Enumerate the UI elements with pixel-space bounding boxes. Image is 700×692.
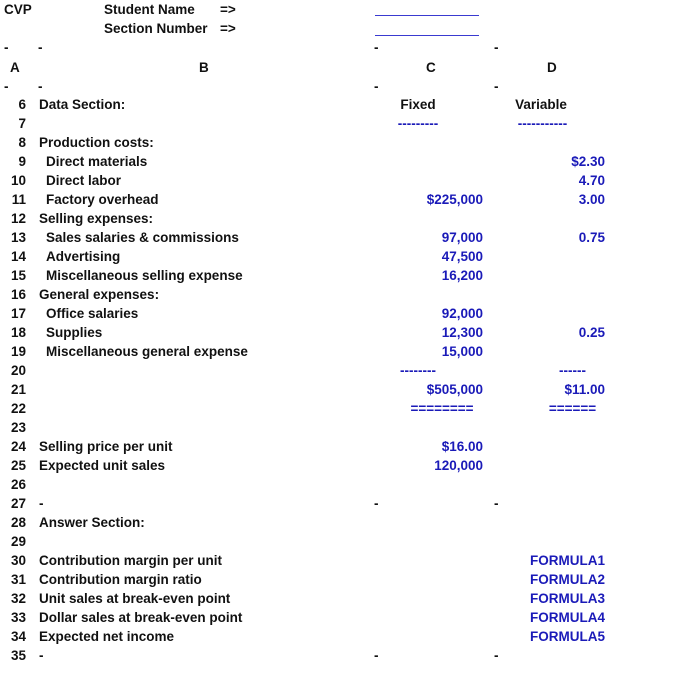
variable-cell[interactable]: 0.75 <box>578 230 605 245</box>
section-number-arrow: => <box>220 21 236 36</box>
row-number: 6 <box>18 97 26 112</box>
row-number: 25 <box>10 458 26 473</box>
row-number: 28 <box>10 515 26 530</box>
row-label: Selling expenses: <box>39 211 154 226</box>
row-label: - <box>39 496 44 511</box>
separator-dash: - <box>374 496 379 511</box>
row-label: Miscellaneous general expense <box>46 344 248 359</box>
row-label: Expected net income <box>39 629 175 644</box>
row-number: 32 <box>10 591 26 606</box>
row-number: 22 <box>10 401 26 416</box>
variable-cell[interactable]: 0.25 <box>578 325 605 340</box>
row-number: 33 <box>10 610 26 625</box>
separator-dash: - <box>374 40 379 55</box>
column-header-a: A <box>10 60 20 75</box>
fixed-cell[interactable]: 97,000 <box>441 230 483 245</box>
section-number-label: Section Number <box>104 21 208 36</box>
separator-dash: - <box>494 648 499 663</box>
fixed-cell[interactable]: 12,300 <box>441 325 483 340</box>
row-label: Contribution margin per unit <box>39 553 222 568</box>
row-label: Advertising <box>46 249 121 264</box>
row-label: Direct labor <box>46 173 122 188</box>
fixed-cell[interactable]: ======== <box>410 401 474 416</box>
row-label: Data Section: <box>39 97 126 112</box>
row-number: 11 <box>11 192 26 207</box>
row-number: 12 <box>10 211 26 226</box>
row-label: Office salaries <box>46 306 139 321</box>
row-label: Dollar sales at break-even point <box>39 610 243 625</box>
fixed-cell[interactable]: $225,000 <box>426 192 483 207</box>
variable-cell[interactable]: 3.00 <box>578 192 605 207</box>
row-number: 35 <box>10 648 26 663</box>
row-number: 26 <box>10 477 26 492</box>
variable-cell[interactable]: FORMULA1 <box>530 553 605 568</box>
row-label: Supplies <box>46 325 103 340</box>
row-number: 23 <box>10 420 26 435</box>
row-number: 10 <box>10 173 26 188</box>
fixed-cell[interactable]: 16,200 <box>441 268 483 283</box>
row-number: 30 <box>10 553 26 568</box>
separator-dash: - <box>494 40 499 55</box>
row-number: 13 <box>10 230 26 245</box>
variable-cell[interactable]: $11.00 <box>564 382 605 397</box>
fixed-cell[interactable]: Fixed <box>400 97 436 112</box>
row-number: 16 <box>10 287 26 302</box>
variable-cell[interactable]: Variable <box>515 97 567 112</box>
student-name-label: Student Name <box>104 2 195 17</box>
row-label: Answer Section: <box>39 515 145 530</box>
row-number: 34 <box>10 629 26 644</box>
row-label: - <box>39 648 44 663</box>
row-label: Miscellaneous selling expense <box>46 268 243 283</box>
student-name-input[interactable] <box>375 15 479 16</box>
column-header-c: C <box>426 60 436 75</box>
section-number-input[interactable] <box>375 35 479 36</box>
row-label: Selling price per unit <box>39 439 173 454</box>
separator-dash: - <box>494 496 499 511</box>
row-label: Sales salaries & commissions <box>46 230 239 245</box>
sheet-name: CVP <box>4 2 32 17</box>
variable-cell[interactable]: FORMULA5 <box>530 629 605 644</box>
variable-cell[interactable]: FORMULA3 <box>530 591 605 606</box>
row-number: 27 <box>10 496 26 511</box>
row-label: General expenses: <box>39 287 160 302</box>
fixed-cell[interactable]: 120,000 <box>434 458 483 473</box>
fixed-cell[interactable]: $16.00 <box>441 439 483 454</box>
student-name-arrow: => <box>220 2 236 17</box>
variable-cell[interactable]: ====== <box>548 401 597 416</box>
row-number: 17 <box>10 306 26 321</box>
row-label: Direct materials <box>46 154 148 169</box>
row-label: Contribution margin ratio <box>39 572 202 587</box>
row-number: 20 <box>10 363 26 378</box>
row-label: Expected unit sales <box>39 458 166 473</box>
fixed-cell[interactable]: -------- <box>400 363 436 378</box>
variable-cell[interactable]: ----------- <box>517 116 568 131</box>
row-number: 9 <box>18 154 26 169</box>
variable-cell[interactable]: FORMULA2 <box>530 572 605 587</box>
separator-dash: - <box>374 79 379 94</box>
column-header-b: B <box>199 60 209 75</box>
row-number: 21 <box>10 382 26 397</box>
row-number: 18 <box>10 325 26 340</box>
separator-dash: - <box>374 648 379 663</box>
row-number: 24 <box>10 439 26 454</box>
fixed-cell[interactable]: 47,500 <box>441 249 483 264</box>
separator-dash: - <box>4 40 9 55</box>
separator-dash: - <box>38 40 43 55</box>
fixed-cell[interactable]: --------- <box>397 116 439 131</box>
separator-dash: - <box>494 79 499 94</box>
row-label: Production costs: <box>39 135 154 150</box>
fixed-cell[interactable]: $505,000 <box>426 382 483 397</box>
row-number: 31 <box>10 572 26 587</box>
fixed-cell[interactable]: 15,000 <box>441 344 483 359</box>
column-header-d: D <box>547 60 557 75</box>
row-number: 8 <box>18 135 26 150</box>
row-number: 7 <box>18 116 26 131</box>
variable-cell[interactable]: 4.70 <box>578 173 605 188</box>
row-label: Factory overhead <box>46 192 159 207</box>
row-number: 15 <box>10 268 26 283</box>
separator-dash: - <box>38 79 43 94</box>
row-number: 19 <box>10 344 26 359</box>
separator-dash: - <box>4 79 9 94</box>
row-label: Unit sales at break-even point <box>39 591 231 606</box>
variable-cell[interactable]: ------ <box>559 363 586 378</box>
row-number: 14 <box>10 249 26 264</box>
row-number: 29 <box>10 534 26 549</box>
fixed-cell[interactable]: 92,000 <box>441 306 483 321</box>
variable-cell[interactable]: $2.30 <box>571 154 605 169</box>
variable-cell[interactable]: FORMULA4 <box>530 610 605 625</box>
